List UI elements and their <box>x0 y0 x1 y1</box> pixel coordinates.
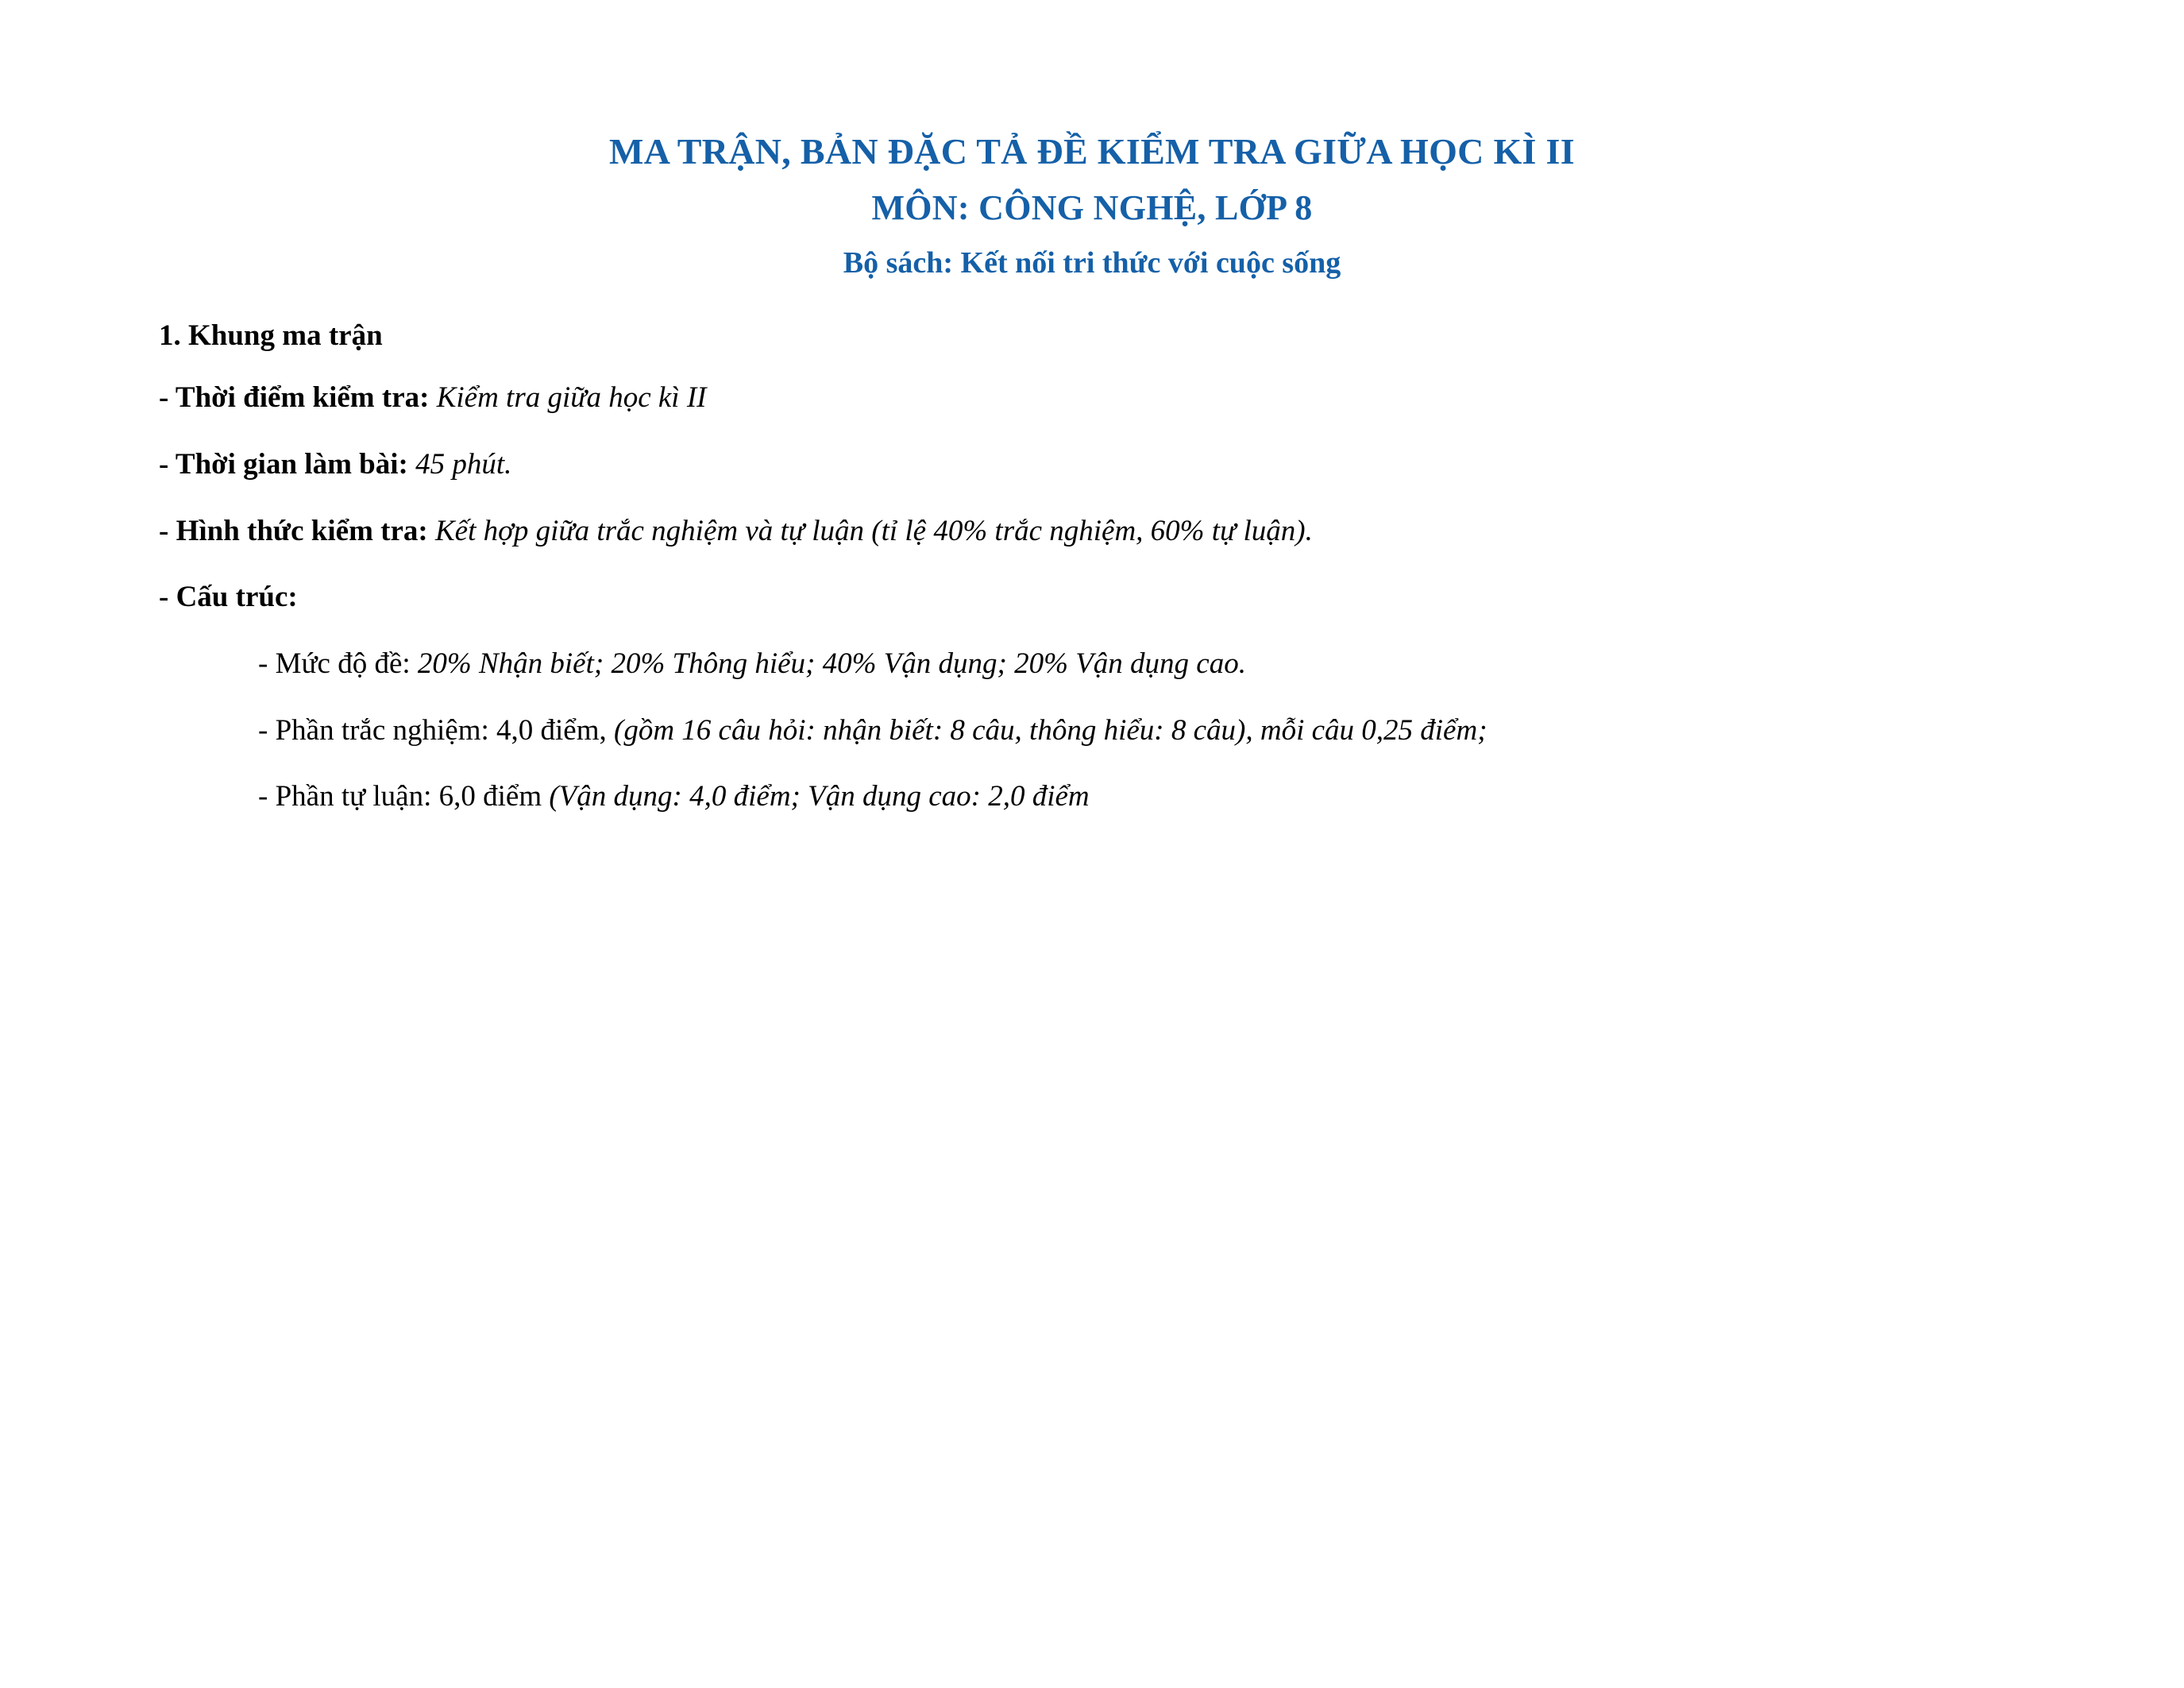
meta-label: - Thời điểm kiểm tra: <box>159 381 430 415</box>
meta-value: Kiểm tra giữa học kì II <box>436 381 707 415</box>
list-item-value: 20% Nhận biết; 20% Thông hiểu; 40% Vận dụng; 20% Vận dụng cao. <box>417 647 1246 681</box>
meta-label: - Hình thức kiểm tra: <box>159 514 428 547</box>
list-item <box>258 709 2025 752</box>
list-item-label: - Phần trắc nghiệm: 4,0 điểm, <box>258 713 615 747</box>
meta-item-thoi-diem-kiem-tra <box>159 377 2025 419</box>
list-item-value: (Vận dụng: 4,0 điểm; Vận dụng cao: 2,0 điểm <box>549 780 1090 813</box>
structure-list <box>159 643 2025 818</box>
meta-value: Kết hợp giữa trắc nghiệm và tự luận (tỉ lệ 40% trắc nghiệm, 60% tự luận). <box>434 514 1313 547</box>
meta-block <box>159 377 2025 619</box>
title-line-2: MÔN: CÔNG NGHỆ, LỚP 8 <box>871 188 1313 228</box>
page-title <box>159 127 2025 231</box>
title-line-1: MA TRẬN, BẢN ĐẶC TẢ ĐỀ KIỂM TRA GIỮA HỌC KÌ II <box>609 131 1575 172</box>
meta-item-cau-truc <box>159 576 2025 619</box>
list-item <box>258 643 2025 686</box>
list-item-label: - Phần tự luận: 6,0 điểm <box>258 780 550 813</box>
document-subtitle: Bộ sách: Kết nối tri thức với cuộc sống <box>843 246 1341 280</box>
meta-label: - Thời gian làm bài: <box>159 448 408 481</box>
meta-item-thoi-gian-lam-bai <box>159 443 2025 486</box>
list-item-label: - Mức độ đề: <box>258 647 418 681</box>
section-heading: 1. Khung ma trận <box>159 319 383 353</box>
list-item <box>258 775 2025 818</box>
meta-item-hinh-thuc-kiem-tra <box>159 510 2025 553</box>
meta-label: - Cấu trúc: <box>159 581 298 614</box>
meta-value: 45 phút. <box>415 448 512 481</box>
list-item-value: (gồm 16 câu hỏi: nhận biết: 8 câu, thông hiểu: 8 câu), mỗi câu 0,25 điểm; <box>614 713 1488 747</box>
